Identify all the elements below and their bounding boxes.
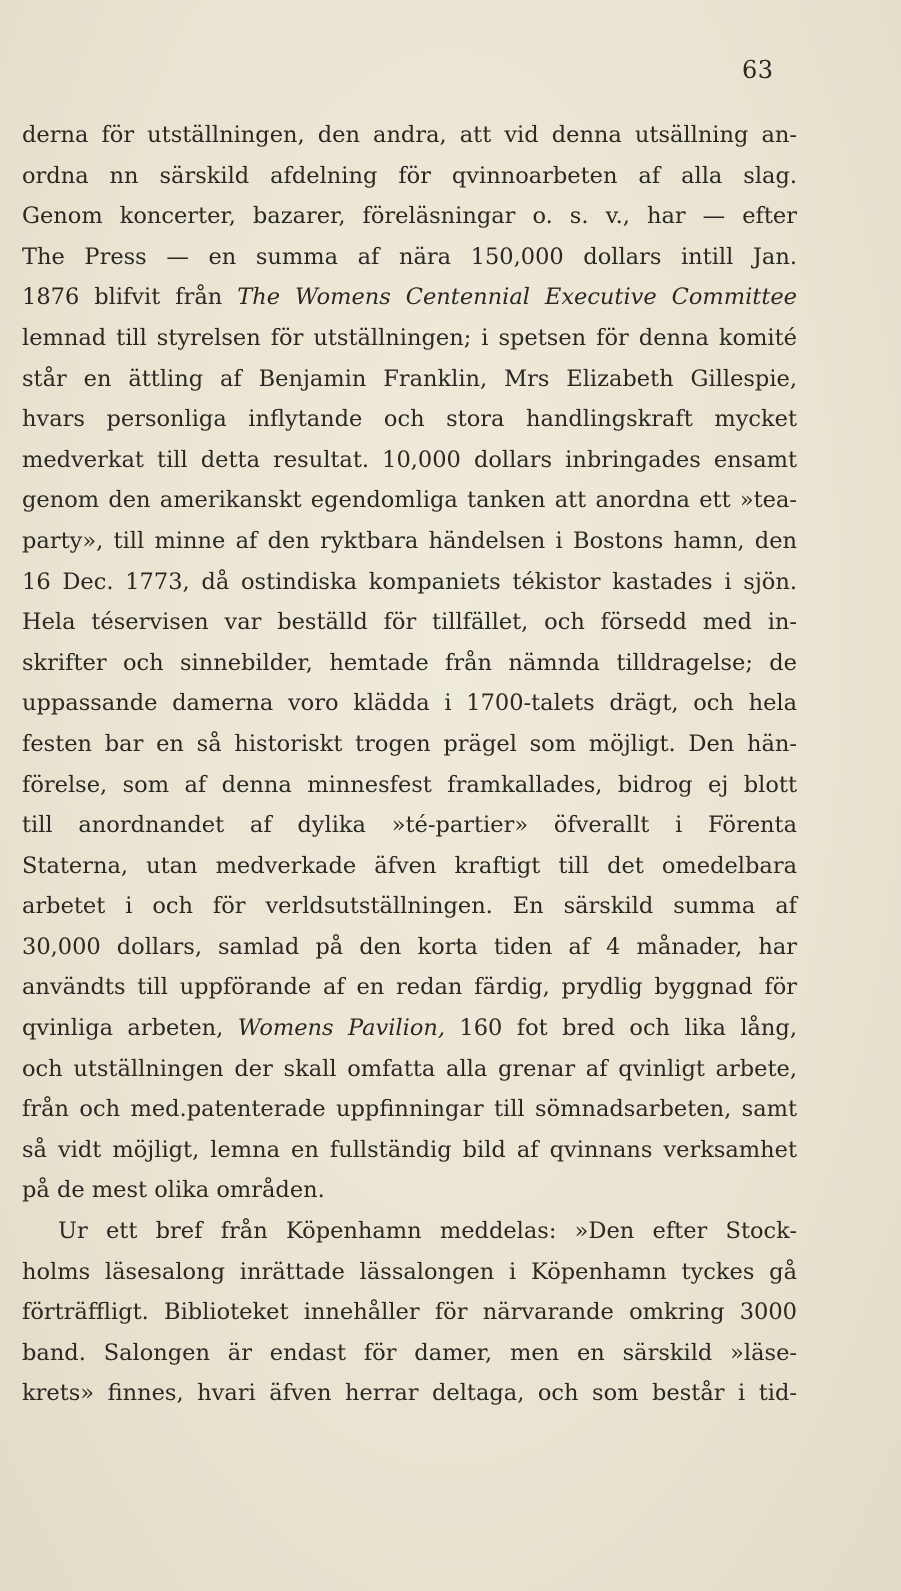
- text-line: [22, 967, 797, 1008]
- text-line: [22, 359, 797, 400]
- text-segment: förträffligt. Biblioteket innehåller för närvarande omkring 3000: [22, 1299, 797, 1326]
- text-segment: från och med.patenterade uppfinningar till sömnadsarbeten, samt: [22, 1096, 797, 1123]
- body-text: [22, 115, 797, 1414]
- text-line: [22, 115, 797, 156]
- text-line: [22, 1292, 797, 1333]
- text-segment: ordna nn särskild afdelning för qvinnoarbeten af alla slag.: [22, 162, 797, 189]
- text-segment: skrifter och sinnebilder, hemtade från nämnda tilldragelse; de: [22, 649, 797, 676]
- text-line: [22, 156, 797, 197]
- text-segment: förelse, som af denna minnesfest framkallades, bidrog ej blott: [22, 771, 797, 798]
- text-line: [22, 683, 797, 724]
- text-line: [22, 602, 797, 643]
- text-segment: står en ättling af Benjamin Franklin, Mrs Elizabeth Gillespie,: [22, 365, 797, 392]
- text-segment: Ur ett bref från Köpenhamn meddelas: »Den efter Stock-: [58, 1218, 797, 1245]
- text-line: [22, 562, 797, 603]
- text-line: [22, 1049, 797, 1090]
- text-line: [22, 1008, 797, 1049]
- text-segment: Hela téservisen var beställd för tillfället, och försedd med in-: [22, 609, 797, 636]
- text-segment: 160 fot bred och lika lång,: [445, 1015, 797, 1042]
- text-line: [22, 277, 797, 318]
- text-segment: på de mest olika områden.: [22, 1177, 325, 1204]
- text-segment: lemnad till styrelsen för utställningen; i spetsen för denna komité: [22, 324, 797, 351]
- text-segment: medverkat till detta resultat. 10,000 dollars inbringades ensamt: [22, 446, 797, 473]
- text-line: [22, 846, 797, 887]
- text-line: [22, 765, 797, 806]
- text-segment: festen bar en så historiskt trogen prägel som möjligt. Den hän-: [22, 730, 797, 757]
- text-segment: och utställningen der skall omfatta alla grenar af qvinligt arbete,: [22, 1055, 797, 1082]
- text-segment: så vidt möjligt, lemna en fullständig bild af qvinnans verksamhet: [22, 1136, 797, 1163]
- text-line: [22, 643, 797, 684]
- text-segment: band. Salongen är endast för damer, men en särskild »läse-: [22, 1339, 797, 1366]
- italic-text-segment: Womens Pavilion,: [237, 1015, 446, 1042]
- text-segment: krets» finnes, hvari äfven herrar deltaga, och som består i tid-: [22, 1380, 797, 1407]
- page-number: 63: [742, 56, 774, 84]
- text-line: [22, 1089, 797, 1130]
- text-segment: Staterna, utan medverkade äfven kraftigt till det omedelbara: [22, 852, 797, 879]
- text-line: [22, 399, 797, 440]
- text-segment: derna för utställningen, den andra, att vid denna utsällning an-: [22, 122, 797, 148]
- text-line: [22, 440, 797, 481]
- text-segment: Genom koncerter, bazarer, föreläsningar o. s. v., har — efter: [22, 203, 797, 230]
- text-segment: 16 Dec. 1773, då ostindiska kompaniets tékistor kastades i sjön.: [22, 568, 797, 595]
- text-segment: till anordnandet af dylika »té-partier» öfverallt i Förenta: [22, 812, 797, 839]
- text-segment: användts till uppförande af en redan färdig, prydlig byggnad för: [22, 974, 797, 1001]
- text-line: [22, 318, 797, 359]
- text-segment: holms läsesalong inrättade lässalongen i Köpenhamn tyckes gå: [22, 1258, 797, 1285]
- text-line: [22, 1373, 797, 1414]
- text-segment: hvars personliga inflytande och stora handlingskraft mycket: [22, 406, 797, 433]
- text-line: [22, 196, 797, 237]
- text-line: [22, 805, 797, 846]
- text-line: [22, 927, 797, 968]
- text-line: [22, 1252, 797, 1293]
- text-segment: party», till minne af den ryktbara händelsen i Bostons hamn, den: [22, 527, 797, 554]
- text-segment: 1876 blifvit från: [22, 284, 238, 311]
- text-line: [22, 1130, 797, 1171]
- text-line: [22, 237, 797, 278]
- text-line: [22, 1170, 797, 1211]
- text-line: [22, 724, 797, 765]
- text-line: [22, 480, 797, 521]
- text-segment: uppassande damerna voro klädda i 1700-talets drägt, och hela: [22, 690, 797, 717]
- text-line: [22, 521, 797, 562]
- text-segment: The Press — en summa af nära 150,000 dollars intill Jan.: [22, 243, 797, 270]
- text-line: [22, 1211, 797, 1252]
- text-line: [22, 1333, 797, 1374]
- text-segment: arbetet i och för verldsutställningen. En särskild summa af: [22, 893, 797, 920]
- text-segment: genom den amerikanskt egendomliga tanken att anordna ett »tea-: [22, 487, 797, 514]
- text-segment: 30,000 dollars, samlad på den korta tiden af 4 månader, har: [22, 933, 797, 960]
- italic-text-segment: The Womens Centennial Executive Committee: [237, 284, 797, 311]
- text-line: [22, 886, 797, 927]
- text-segment: qvinliga arbeten,: [22, 1015, 238, 1042]
